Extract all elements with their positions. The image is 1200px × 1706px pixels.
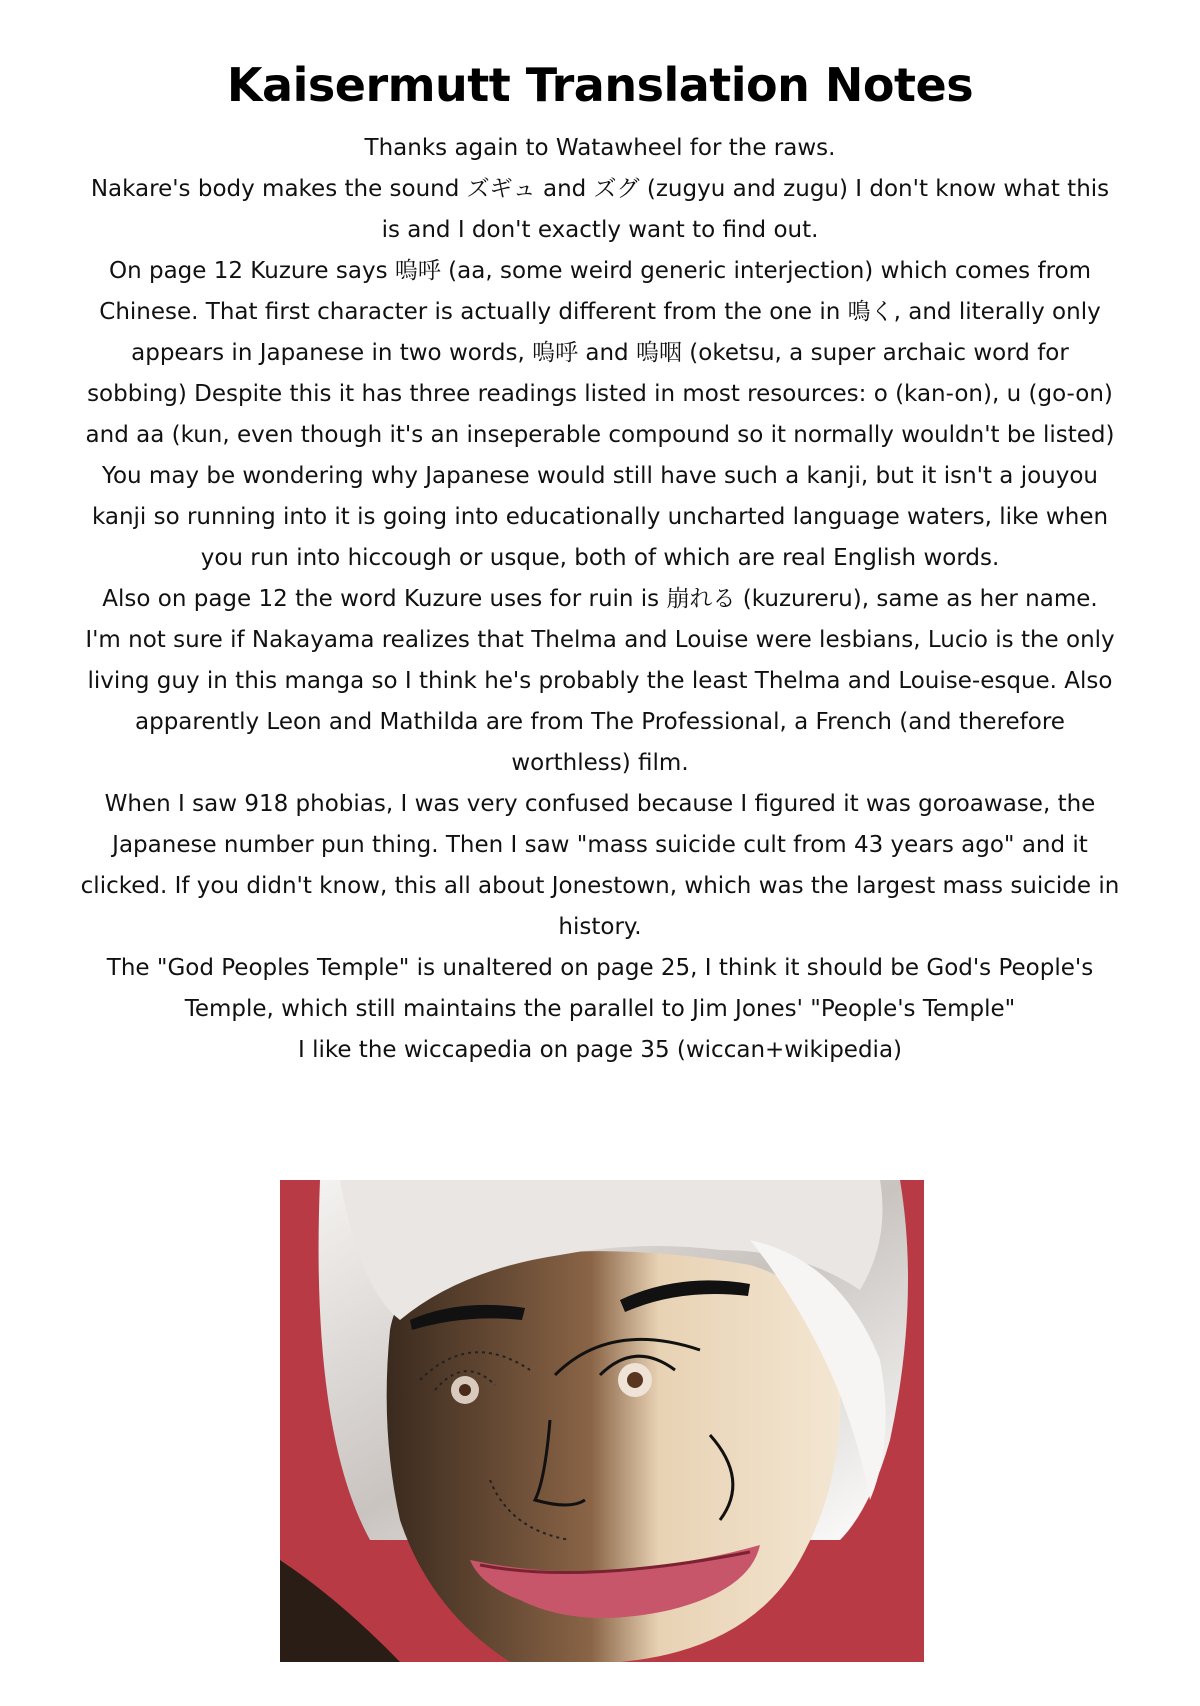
edited-face-photo xyxy=(280,1180,924,1662)
note-paragraph: On page 12 Kuzure says 嗚呼 (aa, some weird generic interjection) which comes from Chinese. That first character is actually different from the one in 鳴く, and literally only appears in Japanese in two words, 嗚呼 and 嗚咽 (oketsu, a super archaic word for sobbing) Despite this it has three readings listed in most resources: o (kan-on), u (go-on) and aa (kun, even though it's an inseperable compound so it normally wouldn't be listed) You may be wondering why Japanese would still have such a kanji, but it isn't a jouyou kanji so running into it is going into educationally uncharted language waters, like when you run into hiccough or usque, both of which are real English words. xyxy=(85,258,1115,571)
left-pupil xyxy=(459,1384,471,1396)
note-paragraph: Thanks again to Watawheel for the raws. xyxy=(364,135,836,161)
page-title: Kaisermutt Translation Notes xyxy=(226,58,974,112)
right-pupil xyxy=(627,1372,643,1388)
notes-body xyxy=(80,128,1120,1071)
face-illustration xyxy=(280,1180,924,1662)
note-paragraph: Also on page 12 the word Kuzure uses for ruin is 崩れる (kuzureru), same as her name. xyxy=(102,586,1098,612)
note-paragraph: When I saw 918 phobias, I was very confused because I figured it was goroawase, the Japanese number pun thing. Then I saw "mass suicide cult from 43 years ago" and it clicked. If you didn't know, this all about Jonestown, which was the largest mass suicide in history. xyxy=(80,791,1120,940)
note-paragraph: I like the wiccapedia on page 35 (wiccan+wikipedia) xyxy=(297,1037,903,1063)
note-paragraph: Nakare's body makes the sound ズギュ and ズグ (zugyu and zugu) I don't know what this is and I don't exactly want to find out. xyxy=(90,176,1110,243)
note-paragraph: The "God Peoples Temple" is unaltered on page 25, I think it should be God's People's Temple, which still maintains the parallel to Jim Jones' "People's Temple" xyxy=(106,955,1094,1022)
note-paragraph: I'm not sure if Nakayama realizes that Thelma and Louise were lesbians, Lucio is the only living guy in this manga so I think he's probably the least Thelma and Louise-esque. Also apparently Leon and Mathilda are from The Professional, a French (and therefore worthless) film. xyxy=(85,627,1115,776)
